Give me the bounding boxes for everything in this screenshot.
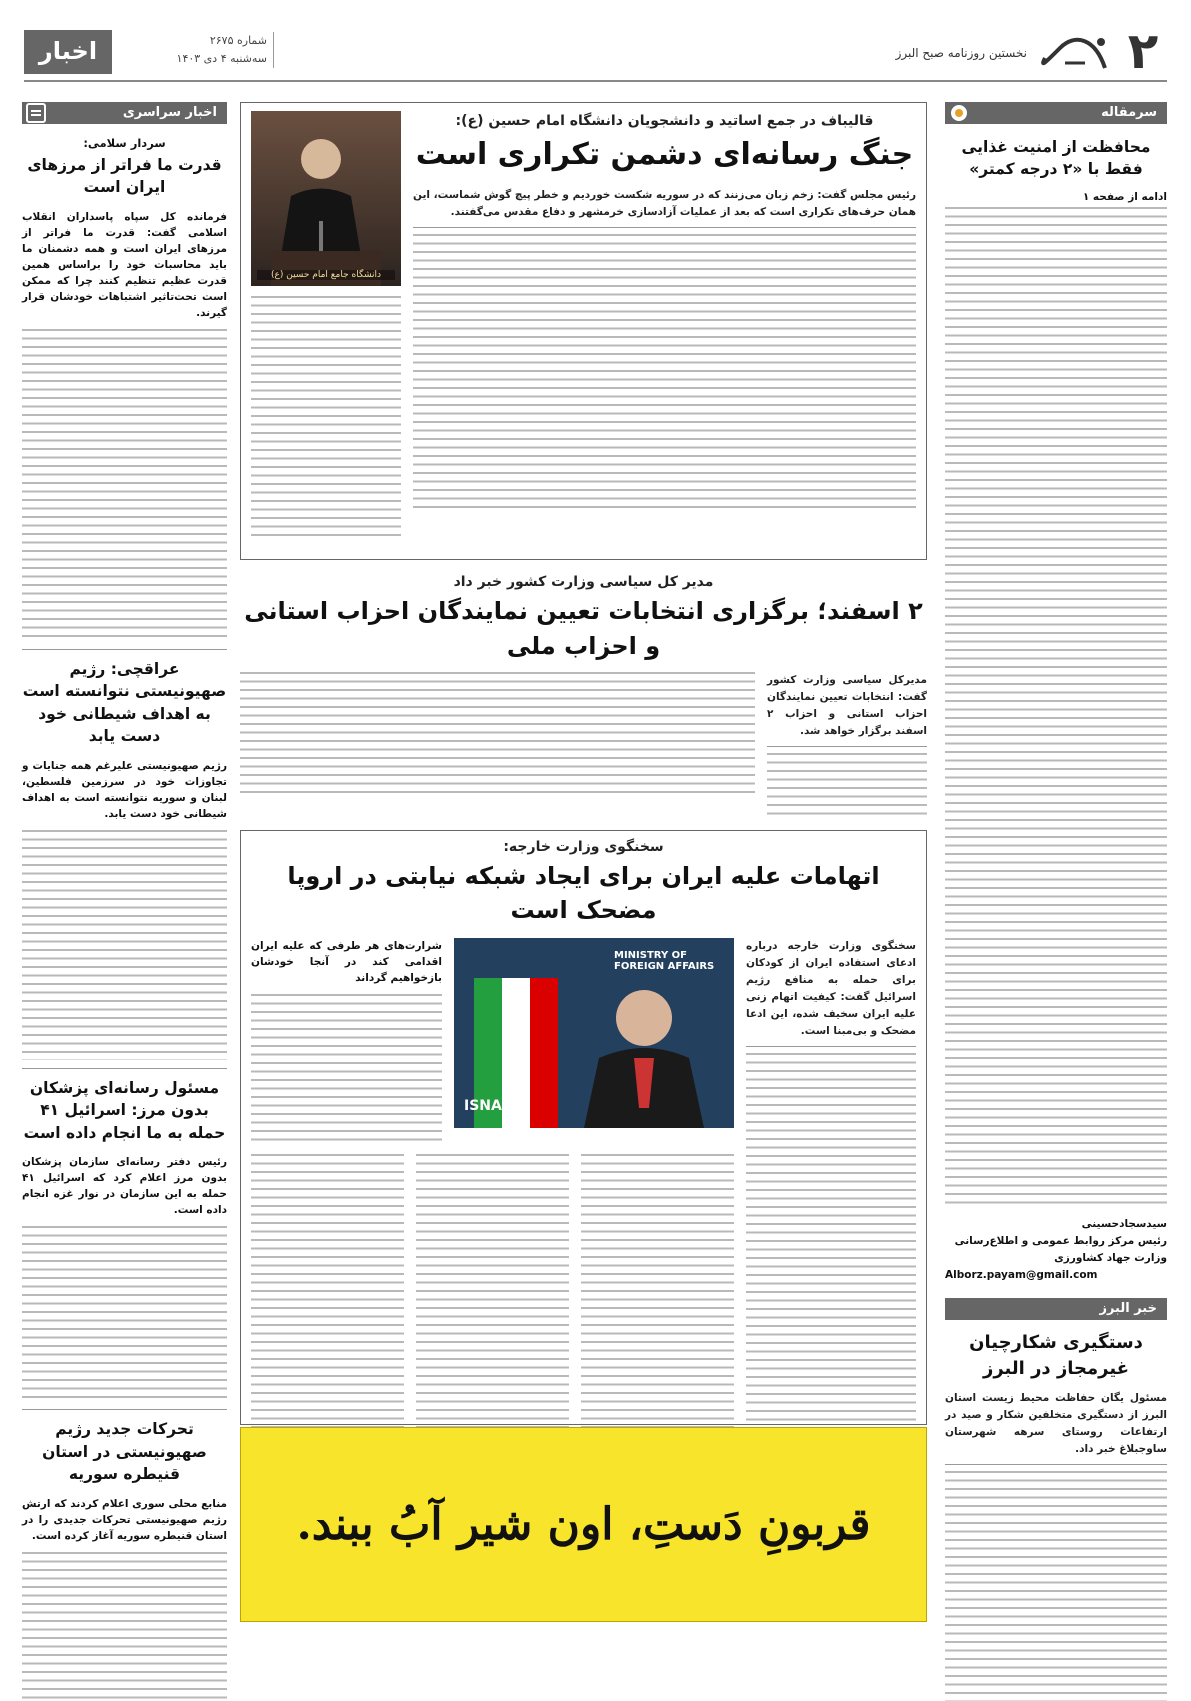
photo-banner: MINISTRY OF FOREIGN AFFAIRS (614, 950, 715, 973)
alborz-category: خبر البرز (1099, 1300, 1157, 1316)
story-kicker: سخنگوی وزارت خارجه: (503, 838, 664, 855)
editorial-body (945, 207, 1167, 1210)
briefs-category-bar (22, 102, 227, 124)
issue-date: سه‌شنبه ۴ دی ۱۴۰۳ (176, 52, 267, 65)
ad-text: قربونِ دَستِ، اون شیر آبُ ببند. (296, 1499, 871, 1550)
newspaper-logo (1035, 28, 1115, 78)
divider (22, 1068, 227, 1069)
brief-body (22, 830, 227, 1060)
contact-email[interactable]: Alborz.payam@gmail.com (945, 1268, 1098, 1281)
editorial-signature (945, 1210, 1167, 1290)
story-lead: رئیس مجلس گفت: زخم زبان می‌زنند که در سوریه شکست خوردیم و خطر پیچ گوش شماست، این همان حرف‌های تکراری است که بعد از عملیات آزادسازی خرمشهر و دفاع مقدس می‌گفتند. (413, 187, 916, 228)
issue-info (124, 32, 274, 68)
editorial-category: سرمقاله (1101, 105, 1157, 120)
brief-body (22, 1552, 227, 1701)
brief-body (22, 329, 227, 641)
editorial-author: سیدسجادحسینی (1081, 1217, 1167, 1230)
story-body (413, 234, 916, 514)
editorial-title: محافظت از امنیت غذایی فقط با «۲ درجه کمتر» (961, 138, 1151, 179)
spokesman-photo (454, 938, 734, 1128)
story-title: جنگ رسانه‌ای دشمن تکراری است (415, 137, 914, 172)
notebook-icon (26, 103, 46, 123)
story-title: ۲ اسفند؛ برگزاری انتخابات تعیین نمایندگان احزاب استانی و احزاب ملی (244, 597, 923, 660)
story-kicker: مدیر کل سیاسی وزارت کشور خبر داد (453, 574, 714, 590)
story-body (240, 672, 755, 794)
story-body (767, 753, 927, 818)
brief-body (22, 1226, 227, 1401)
brief-title: مسئول رسانه‌ای پزشکان بدون مرز: اسرائیل ۴۱ حمله به ما انجام داده است (23, 1078, 226, 1142)
main-stories (240, 102, 927, 1687)
story-title: اتهامات علیه ایران برای ایجاد شبکه نیابتی در اروپا مضحک است (287, 861, 880, 925)
editorial-continued: ادامه از صفحه ۱ (1082, 190, 1167, 203)
brief-item (22, 1077, 227, 1401)
story-kicker: قالیباف در جمع اساتید و دانشجویان دانشگاه امام حسین (ع): (455, 113, 874, 129)
story-body (581, 1154, 734, 1454)
section-label: اخبار (24, 30, 112, 74)
photo-credit: ISNA PH (464, 1098, 529, 1115)
briefs-category: اخبار سراسری (122, 105, 217, 120)
speaker-photo (251, 111, 401, 286)
brief-lead: رئیس دفتر رسانه‌ای سازمان پزشکان بدون مرز اعلام کرد که اسرائیل ۴۱ حمله به این سازمان در نوار غزه انجام داده است. (22, 1156, 227, 1217)
story-body (746, 1053, 916, 1443)
brief-item (22, 1418, 227, 1701)
brief-item (22, 658, 227, 1060)
brief-lead: منابع محلی سوری اعلام کردند که ارتش رژیم صهیونیستی تحرکات جدیدی را در استان قنیطره سوریه آغاز کرده است. (22, 1497, 227, 1542)
story-subhead: شرارت‌های هر طرفی که علیه ایران اقدامی کند در آنجا خودشان بازخواهیم گرداند (251, 940, 442, 985)
eye-icon (951, 105, 967, 121)
page-number: ۲ (1127, 22, 1159, 80)
story-elections (240, 574, 927, 818)
alborz-news-title: دستگیری شکارچیان غیرمجاز در البرز (969, 1331, 1143, 1380)
masthead (24, 22, 1167, 82)
story-ghalibaf (240, 102, 927, 560)
editorial-category-bar (945, 102, 1167, 124)
story-body-side (251, 296, 401, 536)
alborz-category-bar (945, 1298, 1167, 1320)
brief-title: تحرکات جدید رژیم صهیونیستی در استان قنیطره سوریه (42, 1420, 207, 1484)
story-body (251, 994, 442, 1144)
person-at-podium-image (251, 111, 401, 286)
divider (22, 649, 227, 650)
alborz-news-lead: مسئول یگان حفاظت محیط زیست استان البرز از دستگیری متخلفین شکار و صید در ارتفاعات روستای سرهه شهرستان ساوجبلاغ خبر داد. (945, 1390, 1167, 1465)
brief-item (22, 136, 227, 641)
story-foreign-ministry (240, 830, 927, 1425)
brief-title: قدرت ما فراتر از مرزهای ایران است (27, 156, 222, 197)
divider (22, 1409, 227, 1410)
briefs-column (22, 102, 227, 1687)
brief-kicker: سردار سلامی: (83, 136, 166, 150)
water-saving-ad (240, 1427, 927, 1622)
story-body (251, 1154, 404, 1454)
story-lead: سخنگوی وزارت خارجه درباره ادعای استفاده ایران از کودکان برای حمله به منافع رژیم اسرائیل گفت: کیفیت اتهام زنی علیه ایران سخیف شده، این ادعا مضحک و بی‌مبنا است. (746, 938, 916, 1047)
tagline: نخستین روزنامه صبح البرز (895, 46, 1027, 60)
editorial-author-role: رئیس مرکز روابط عمومی و اطلاع‌رسانی وزارت جهاد کشاورزی (954, 1234, 1167, 1264)
issue-number: شماره ۲۶۷۵ (209, 34, 267, 47)
brief-title: عراقچی: رژیم صهیونیستی نتوانسته است به اهداف شیطانی خود دست یابد (22, 659, 227, 746)
brief-lead: فرمانده کل سپاه پاسداران انقلاب اسلامی گفت: قدرت ما فراتر از مرزهای ایران است و همه دشمنان ما باید محاسبات خود را براساس همین قدرت عظیم تنظیم کنند چرا که ممکن است تحت‌تاثیر اشتباهات خودشان قرار گیرند. (22, 210, 227, 319)
alborz-news-body (945, 1471, 1167, 1701)
story-lead: مدیرکل سیاسی وزارت کشور گفت: انتخابات تعیین نمایندگان احزاب استانی و احزاب ۲ اسفند برگزار خواهد شد. (767, 672, 927, 747)
editorial-column (945, 102, 1167, 1687)
story-body (416, 1154, 569, 1454)
brief-lead: رژیم صهیونیستی علیرغم همه جنایات و تجاوزات خود در سرزمین فلسطین، لبنان و سوریه نتوانسته است به اهداف شیطانی خود دست یابد. (22, 759, 227, 820)
photo-caption: دانشگاه جامع امام حسین (ع) (257, 270, 395, 280)
